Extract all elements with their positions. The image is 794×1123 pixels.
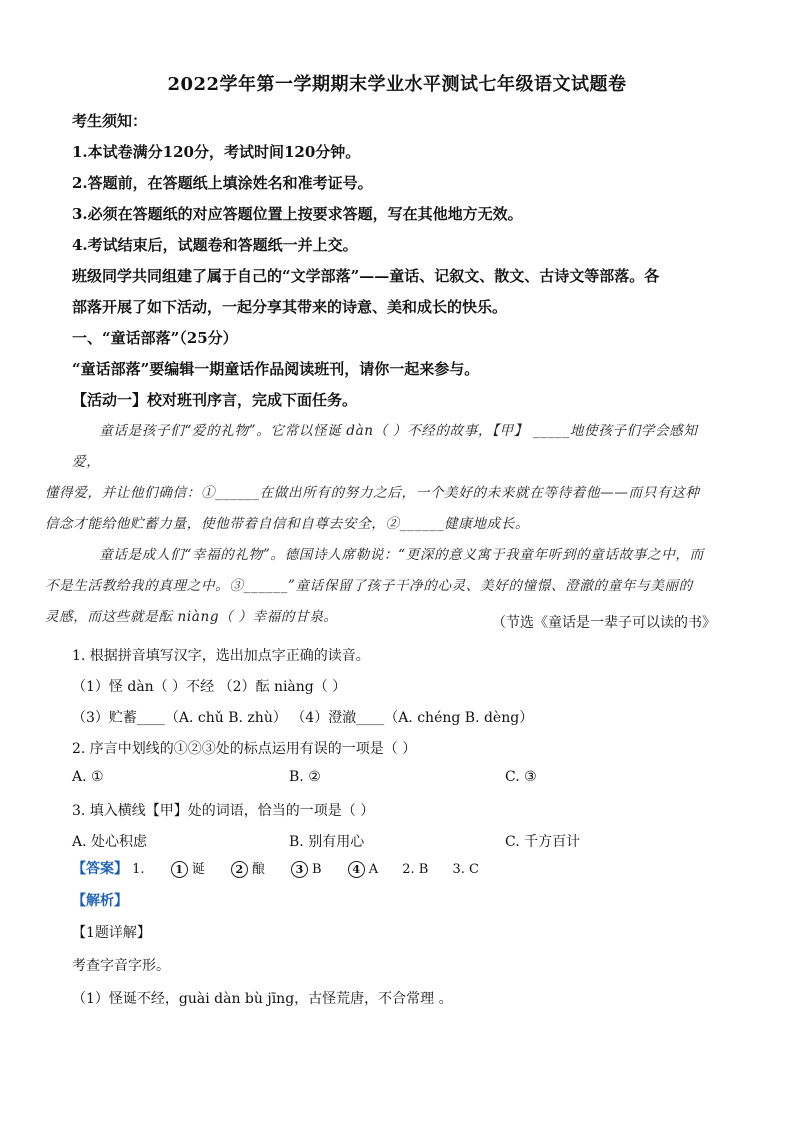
passage-p2-line3: 灵感，而这些就是酝 niàng（ ）幸福的甘泉。 <box>44 609 338 625</box>
notice-heading: 考生须知： <box>72 112 148 130</box>
passage-source: （节选《童话是一辈子可以读的书》 <box>492 615 716 631</box>
section-heading: 一、“童话部落”（25分） <box>72 329 238 347</box>
question-1-line-1: （1）怪 dàn（ ）不经 （2）酝 niàng（ ） <box>72 679 347 695</box>
question-3-option-a: A. 处心积虑 <box>72 834 148 850</box>
answer-item-2: 酿 <box>251 862 265 877</box>
notice-item-2: 2.答题前，在答题纸上填涂姓名和准考证号。 <box>72 174 373 192</box>
answer-item-3: B <box>312 862 322 877</box>
notice-item-3: 3.必须在答题纸的对应答题位置上按要求答题，写在其他地方无效。 <box>72 205 523 223</box>
answer-circle-1: 1 <box>171 861 188 878</box>
analysis-sub-heading: 【1题详解】 <box>72 925 151 941</box>
question-2-option-c: C. ③ <box>505 769 537 785</box>
answer-q2: 2. B <box>402 862 429 877</box>
preface-passage <box>44 416 722 633</box>
intro-line-2: 部落开展了如下活动，一起分享其带来的诗意、美和成长的快乐。 <box>72 298 508 316</box>
answer-line <box>72 858 479 878</box>
answer-tag: 【答案】 <box>72 861 128 877</box>
passage-p1-line1: 童话是孩子们“爱的礼物”。它常以怪诞 dàn（ ）不经的故事，【甲】 _____地使孩子们学会感知爱， <box>72 423 698 470</box>
answer-item-4: A <box>368 862 379 877</box>
question-3-option-b: B. 别有用心 <box>289 834 365 850</box>
answer-q3: 3. C <box>452 862 479 877</box>
page-title: 2022学年第一学期期末学业水平测试七年级语文试题卷 <box>167 74 627 95</box>
section-lead: “童话部落”要编辑一期童话作品阅读班刊，请你一起来参与。 <box>72 360 480 378</box>
passage-p2-line2: 不是生活教给我的真理之中。③______”童话保留了孩子干净的心灵、美好的憧憬、澄澈的童年与美丽的 <box>44 578 693 594</box>
notice-item-4: 4.考试结束后，试题卷和答题纸一并上交。 <box>72 236 358 254</box>
answer-circle-3: 3 <box>291 861 308 878</box>
analysis-tag: 【解析】 <box>72 893 128 909</box>
answer-circle-4: 4 <box>348 861 365 878</box>
question-3-stem: 3. 填入横线【甲】处的词语，恰当的一项是（ ） <box>72 803 375 819</box>
question-2-stem: 2. 序言中划线的①②③处的标点运用有误的一项是（ ） <box>72 741 417 757</box>
question-2-option-a: A. ① <box>72 769 104 785</box>
answer-circle-2: 2 <box>231 861 248 878</box>
passage-p1-line3: 信念才能给他贮蓄力量，使他带着自信和自尊去安全，②______健康地成长。 <box>44 516 530 532</box>
question-1-stem: 1. 根据拼音填写汉字，选出加点字正确的读音。 <box>72 648 370 664</box>
answer-number: 1. <box>132 862 145 877</box>
notice-item-1: 1.本试卷满分120分，考试时间120分钟。 <box>72 143 361 161</box>
passage-p2-line1: 童话是成人们“幸福的礼物”。德国诗人席勒说：“更深的意义寓于我童年听到的童话故事之中，而 <box>99 547 704 563</box>
question-2-option-b: B. ② <box>289 769 321 785</box>
analysis-line-2: （1）怪诞不经，guài dàn bù jīng，古怪荒唐，不合常理 。 <box>72 991 453 1007</box>
activity-heading: 【活动一】校对班刊序言，完成下面任务。 <box>72 391 358 409</box>
analysis-line-1: 考查字音字形。 <box>72 958 170 974</box>
answer-item-1: 诞 <box>191 862 205 877</box>
question-3-option-c: C. 千方百计 <box>505 834 581 850</box>
passage-p1-line2: 懂得爱，并让他们确信：①______在做出所有的努力之后，一个美好的未来就在等待着他——而只有这种 <box>44 485 700 501</box>
intro-line-1: 班级同学共同组建了属于自己的“文学部落”——童话、记叙文、散文、古诗文等部落。各 <box>72 267 660 285</box>
question-1-line-2: （3）贮蓄____（A. chǔ B. zhù） （4）澄澈____（A. chéng B. dèng） <box>72 710 534 726</box>
